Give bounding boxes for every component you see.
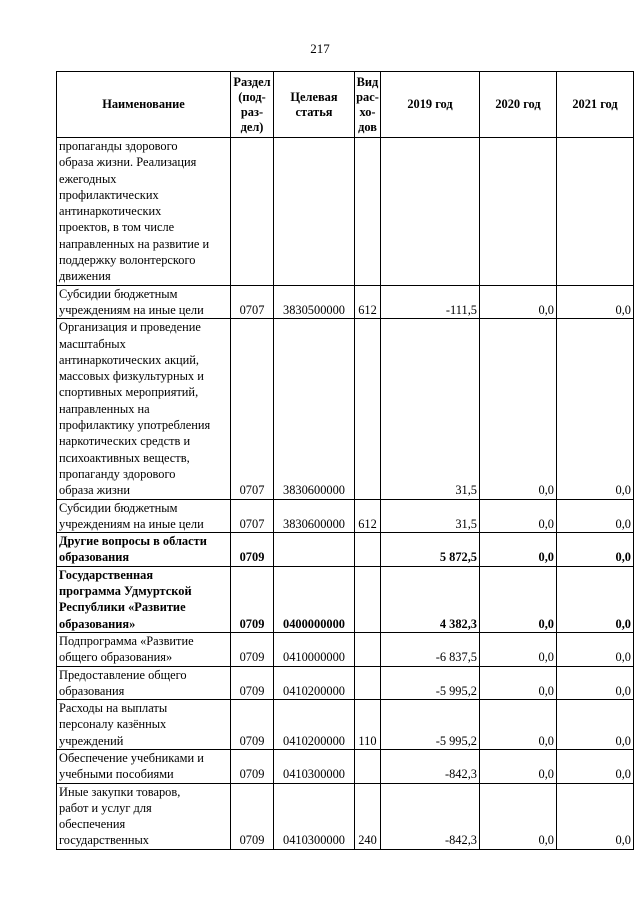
row-2020: 0,0: [480, 700, 557, 750]
row-expense-type: 110: [355, 700, 381, 750]
row-2021: 0,0: [557, 632, 634, 666]
row-2019: [381, 138, 480, 286]
row-section: 0707: [231, 499, 274, 533]
row-name-line: учреждениям на иные цели: [59, 516, 204, 531]
row-name-line: учебными пособиями: [59, 767, 174, 782]
row-name-line: спортивных мероприятий,: [59, 385, 199, 400]
row-name-line: наркотических средств и: [59, 434, 191, 449]
row-name: [57, 700, 231, 750]
table-row: [57, 533, 634, 567]
header-2020: 2020 год: [480, 72, 557, 138]
row-name: [57, 499, 231, 533]
row-section: [231, 138, 274, 286]
row-expense-type: 240: [355, 783, 381, 849]
row-name-line: работ и услуг для: [59, 800, 152, 815]
row-name-line: Организация и проведение: [59, 320, 201, 335]
row-section: 0707: [231, 319, 274, 499]
table-body: [57, 138, 634, 850]
row-target: [274, 138, 355, 286]
header-section-line: Раздел: [233, 74, 271, 89]
row-target: [274, 533, 355, 567]
row-2019: -5 995,2: [381, 666, 480, 700]
row-name-line: психоактивных веществ,: [59, 450, 190, 465]
row-expense-type: [355, 138, 381, 286]
row-2019: -6 837,5: [381, 632, 480, 666]
row-name-line: пропаганду здорового: [59, 466, 176, 481]
row-section: 0707: [231, 285, 274, 319]
row-name-line: профилактических: [59, 187, 159, 202]
row-section: 0709: [231, 700, 274, 750]
row-2019: 5 872,5: [381, 533, 480, 567]
row-2021: 0,0: [557, 533, 634, 567]
row-2019: -111,5: [381, 285, 480, 319]
table-row: [57, 783, 634, 849]
row-section: 0709: [231, 632, 274, 666]
row-name: [57, 783, 231, 849]
row-2021: 0,0: [557, 285, 634, 319]
row-name-line: Другие вопросы в области: [59, 534, 207, 549]
row-name-line: профилактику употребления: [59, 418, 211, 433]
table-row: [57, 666, 634, 700]
row-2021: 0,0: [557, 700, 634, 750]
header-section: [231, 72, 274, 138]
row-2020: 0,0: [480, 566, 557, 632]
row-target: 0410200000: [274, 666, 355, 700]
row-expense-type: [355, 533, 381, 567]
table-row: [57, 566, 634, 632]
row-target: 3830500000: [274, 285, 355, 319]
row-name-line: Государственная: [59, 567, 154, 582]
row-name-line: образования»: [59, 616, 136, 631]
row-name: [57, 138, 231, 286]
row-2021: 0,0: [557, 783, 634, 849]
row-target: 3830600000: [274, 319, 355, 499]
row-2021: 0,0: [557, 749, 634, 783]
row-expense-type: [355, 749, 381, 783]
row-2019: 31,5: [381, 499, 480, 533]
row-name-line: образования: [59, 683, 125, 698]
row-name-line: Подпрограмма «Развитие: [59, 633, 194, 648]
header-section-line: (под-: [238, 89, 266, 104]
table-header-row: [57, 72, 634, 138]
row-section: 0709: [231, 783, 274, 849]
row-section: 0709: [231, 666, 274, 700]
row-name-line: направленных на развитие и: [59, 236, 210, 251]
row-name-line: учреждениям на иные цели: [59, 302, 204, 317]
header-type-line: рас-: [356, 89, 379, 104]
row-name-line: программа Удмуртской: [59, 584, 192, 599]
header-target: [274, 72, 355, 138]
row-name-line: массовых физкультурных и: [59, 369, 204, 384]
row-expense-type: [355, 632, 381, 666]
row-name: [57, 533, 231, 567]
row-name-line: направленных на: [59, 401, 150, 416]
row-2019: 4 382,3: [381, 566, 480, 632]
header-section-line: раз-: [240, 104, 264, 119]
row-2020: 0,0: [480, 749, 557, 783]
header-type-line: Вид: [356, 74, 379, 89]
row-name: [57, 566, 231, 632]
header-type-line: хо-: [359, 104, 376, 119]
header-type-line: дов: [358, 119, 377, 134]
row-name: [57, 666, 231, 700]
row-2021: 0,0: [557, 499, 634, 533]
row-name: [57, 319, 231, 499]
page-number: 217: [310, 41, 330, 56]
row-target: 0410300000: [274, 749, 355, 783]
row-name-line: обеспечения: [59, 817, 126, 832]
row-name-line: Республики «Развитие: [59, 600, 186, 615]
header-2021: 2021 год: [557, 72, 634, 138]
budget-table: [56, 71, 634, 850]
row-target: 0410200000: [274, 700, 355, 750]
row-2020: [480, 138, 557, 286]
row-name-line: ежегодных: [59, 171, 117, 186]
row-2019: -842,3: [381, 749, 480, 783]
row-2020: 0,0: [480, 319, 557, 499]
row-name-line: масштабных: [59, 336, 126, 351]
row-target: 3830600000: [274, 499, 355, 533]
row-2019: -842,3: [381, 783, 480, 849]
row-target: 0410300000: [274, 783, 355, 849]
row-name-line: учреждений: [59, 733, 124, 748]
row-name-line: антинаркотических: [59, 204, 162, 219]
row-expense-type: [355, 666, 381, 700]
row-target: 0400000000: [274, 566, 355, 632]
row-name-line: персоналу казённых: [59, 717, 167, 732]
row-name-line: проектов, в том числе: [59, 220, 175, 235]
row-expense-type: 612: [355, 499, 381, 533]
row-2020: 0,0: [480, 666, 557, 700]
header-section-line: дел): [240, 119, 264, 134]
row-expense-type: [355, 319, 381, 499]
row-name: [57, 285, 231, 319]
row-2020: 0,0: [480, 632, 557, 666]
row-name-line: государственных: [59, 833, 150, 848]
row-2019: 31,5: [381, 319, 480, 499]
header-2019: 2019 год: [381, 72, 480, 138]
table-row: [57, 319, 634, 499]
row-2021: 0,0: [557, 566, 634, 632]
table-row: [57, 285, 634, 319]
row-name-line: Обеспечение учебниками и: [59, 750, 204, 765]
table-row: [57, 749, 634, 783]
row-name-line: Субсидии бюджетным: [59, 500, 178, 515]
row-name-line: Иные закупки товаров,: [59, 784, 181, 799]
row-2021: 0,0: [557, 319, 634, 499]
row-name-line: пропаганды здорового: [59, 139, 178, 153]
row-2020: 0,0: [480, 285, 557, 319]
row-name-line: Предоставление общего: [59, 667, 187, 682]
row-name-line: образа жизни. Реализация: [59, 155, 197, 170]
row-2020: 0,0: [480, 499, 557, 533]
row-section: 0709: [231, 749, 274, 783]
row-name-line: общего образования»: [59, 650, 173, 665]
row-name-line: образования: [59, 550, 130, 565]
row-name-line: поддержку волонтерского: [59, 253, 196, 268]
row-2020: 0,0: [480, 533, 557, 567]
row-name-line: Расходы на выплаты: [59, 701, 168, 716]
row-name-line: Субсидии бюджетным: [59, 286, 178, 301]
table-row: [57, 138, 634, 286]
table-row: [57, 499, 634, 533]
row-name-line: движения: [59, 269, 111, 284]
row-2021: [557, 138, 634, 286]
row-2019: -5 995,2: [381, 700, 480, 750]
row-expense-type: [355, 566, 381, 632]
row-name: [57, 632, 231, 666]
row-name: [57, 749, 231, 783]
row-name-line: образа жизни: [59, 483, 131, 498]
row-section: 0709: [231, 566, 274, 632]
header-target-line: статья: [295, 104, 333, 119]
row-expense-type: 612: [355, 285, 381, 319]
table-row: [57, 632, 634, 666]
row-target: 0410000000: [274, 632, 355, 666]
table-row: [57, 700, 634, 750]
header-expense-type: [355, 72, 381, 138]
row-2021: 0,0: [557, 666, 634, 700]
header-name: Наименование: [57, 72, 231, 138]
row-2020: 0,0: [480, 783, 557, 849]
header-target-line: Целевая: [290, 89, 338, 104]
row-section: 0709: [231, 533, 274, 567]
row-name-line: антинаркотических акций,: [59, 352, 199, 367]
